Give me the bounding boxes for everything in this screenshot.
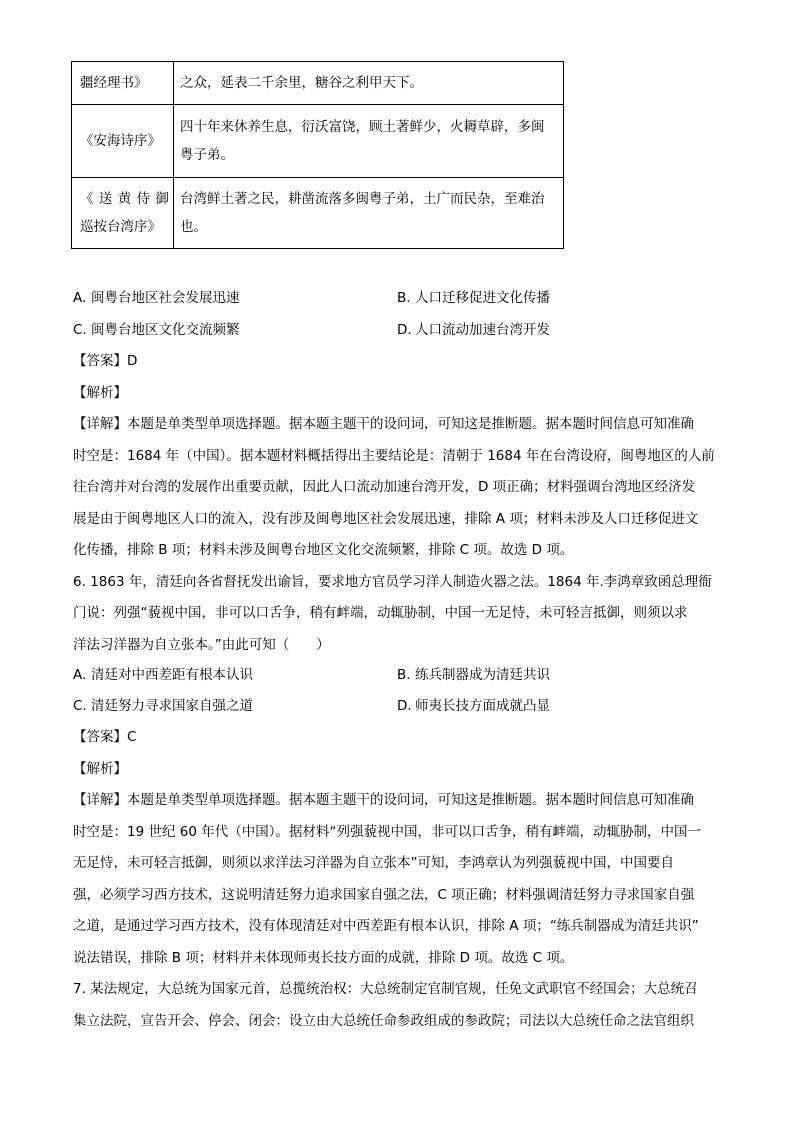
- source-table: [71, 61, 564, 249]
- detail-line: 展是由于闽粤地区人口的流入，没有涉及闽粤地区社会发展迅速，排除 A 项；材料未涉及人口迁移促进文: [73, 510, 699, 527]
- source-cell: 《送黄侍御 巡按台湾序》: [72, 178, 174, 249]
- q7-stem-line: 7. 某法规定，大总统为国家元首，总揽统治权：大总统制定官制官规，任免文武职官不经国会；大总统召: [73, 981, 698, 997]
- option-c[interactable]: C. 闽粤台地区文化交流频繁: [73, 322, 240, 338]
- option-d[interactable]: D. 人口流动加速台湾开发: [397, 322, 550, 338]
- source-cell: 疆经理书》: [72, 62, 174, 105]
- detail-line: 无足恃，未可轻言抵御，则须以求洋法习洋器为自立张本”可知，李鸿章认为列强藐视中国，中国要自: [73, 855, 674, 871]
- q5-answer-block: [73, 346, 723, 661]
- option-a[interactable]: A. 清廷对中西差距有根本认识: [73, 667, 253, 683]
- detail-line: 时空是：19 世纪 60 年代（中国）。据材料“列强藐视中国，非可以口舌争，稍有衅端，动辄胁制，中国一: [73, 823, 701, 840]
- analysis-label: 【解析】: [73, 760, 127, 777]
- source-cell: 《安海诗序》: [72, 105, 174, 178]
- detail-line: 之道，是通过学习西方技术，没有体现清廷对中西差距有根本认识，排除 A 项；“练兵制器成为清廷共识”: [73, 918, 699, 934]
- answer: 【答案】D: [73, 353, 138, 369]
- analysis-label: 【解析】: [73, 384, 127, 401]
- detail-line: 强，必须学习西方技术，这说明清廷努力追求国家自强之法，C 项正确；材料强调清廷努力寻求国家自强: [73, 886, 695, 903]
- q6-stem-line: 门说：列强“藐视中国，非可以口舌争，稍有衅端，动辄胁制，中国一无足恃，未可轻言抵御，则须以求: [73, 605, 688, 621]
- option-row: [73, 283, 723, 314]
- answer: 【答案】C: [73, 729, 137, 745]
- q6-answer-block: [73, 722, 723, 1037]
- detail-line: 说法错误，排除 B 项；材料并未体现师夷长技方面的成就，排除 D 项。故选 C 项。: [73, 949, 574, 966]
- detail-line: 往台湾并对台湾的发展作出重要贡献，因此人口流动加速台湾开发，D 项正确；材料强调台湾地区经济发: [73, 479, 696, 495]
- content-cell: 台湾鲜土著之民，耕凿流落多闽粤子弟，土广而民杂，至难治 也。: [174, 178, 564, 249]
- option-c[interactable]: C. 清廷努力寻求国家自强之道: [73, 698, 253, 714]
- table-row: [72, 105, 564, 178]
- option-row: [73, 315, 723, 346]
- q6-stem-line: 洋法习洋器为自立张本。”由此可知（ ）: [73, 636, 330, 653]
- table-row: [72, 62, 564, 105]
- q7-stem-line: 集立法院，宣告开会、停会、闭会：设立由大总统任命参政组成的参政院；司法以大总统任命之法官组织: [73, 1012, 694, 1029]
- option-row: [73, 660, 723, 691]
- option-b[interactable]: B. 人口迁移促进文化传播: [397, 290, 550, 306]
- detail-line: 时空是：1684 年（中国）。据本题材料概括得出主要结论是：清朝于 1684 年在台湾设府，闽粤地区的人前: [73, 447, 715, 464]
- content-cell: 之众，延表二千余里，糖谷之利甲天下。: [174, 62, 564, 105]
- content-cell: 四十年来休养生息，衍沃富饶，顾土著鲜少，火耨草辟，多闽 粤子弟。: [174, 105, 564, 178]
- option-row: [73, 691, 723, 722]
- detail-line: 【详解】本题是单类型单项选择题。据本题主题干的设问词，可知这是推断题。据本题时间信息可知准确: [73, 416, 694, 432]
- q6-stem-line: 6. 1863 年，清廷向各省督抚发出谕旨，要求地方官员学习洋人制造火器之法。1864 年.李鸿章致函总理衙: [73, 573, 712, 590]
- detail-line: 化传播，排除 B 项；材料未涉及闽粤台地区文化交流频繁，排除 C 项。故选 D 项。: [73, 542, 574, 558]
- table-row: [72, 178, 564, 249]
- option-a[interactable]: A. 闽粤台地区社会发展迅速: [73, 290, 240, 306]
- detail-line: 【详解】本题是单类型单项选择题。据本题主题干的设问词，可知这是推断题。据本题时间信息可知准确: [73, 792, 694, 808]
- option-d[interactable]: D. 师夷长技方面成就凸显: [397, 698, 550, 714]
- option-b[interactable]: B. 练兵制器成为清廷共识: [397, 667, 550, 683]
